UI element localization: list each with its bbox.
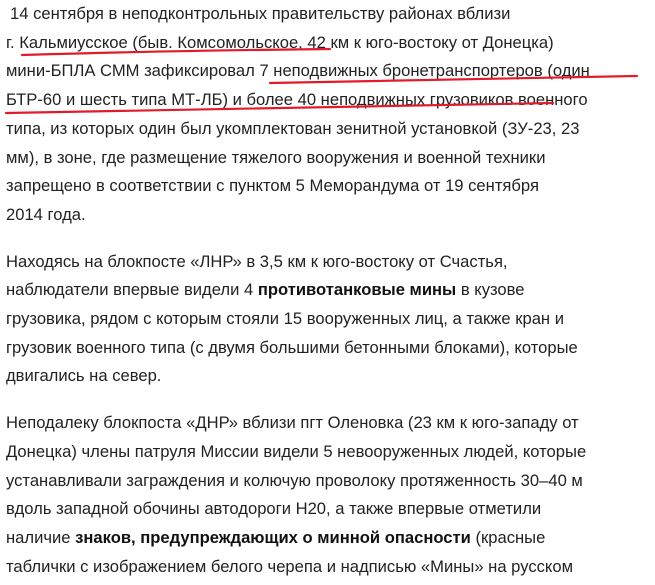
text-line: мм), в зоне, где размещение тяжелого вооружения и военной техники bbox=[6, 147, 546, 167]
text-line: таблички с изображением белого черепа и надписью «Мины» на русском bbox=[6, 556, 573, 576]
text-line: мини-БПЛА СММ зафиксировал 7 неподвижных бронетранспортеров (один bbox=[6, 61, 590, 81]
text-line bbox=[6, 524, 654, 553]
text-line: 2014 года. bbox=[6, 204, 86, 224]
paragraph-text bbox=[6, 248, 654, 392]
text-run: (красные bbox=[470, 527, 546, 547]
text-line: грузовика, рядом с которым стояли 15 вооруженных лиц, а также кран и bbox=[6, 309, 564, 329]
article-body bbox=[6, 0, 654, 581]
text-line: запрещено в соответствии с пунктом 5 Меморандума от 19 сентября bbox=[6, 176, 539, 196]
paragraph-lnr-checkpoint bbox=[6, 248, 654, 392]
text-line: 14 сентября в неподконтрольных правительству районах вблизи bbox=[10, 4, 511, 23]
emphasis-mine-warning-signs: знаков, предупреждающих о минной опасности bbox=[75, 527, 471, 547]
text-line bbox=[6, 276, 654, 305]
text-line: Неподалеку блокпоста «ДНР» вблизи пгт Оленовка (23 км к юго-западу от bbox=[6, 413, 579, 433]
text-run: наблюдатели впервые видели 4 bbox=[6, 280, 258, 300]
text-line: БТР-60 и шесть типа МТ-ЛБ) и более 40 неподвижных грузовиков военного bbox=[6, 90, 588, 110]
paragraph-text bbox=[6, 0, 654, 230]
paragraph-kalmiusskoe bbox=[6, 0, 654, 230]
text-line: грузовик военного типа (с двумя большими бетонными блоками), которые bbox=[6, 337, 578, 357]
text-run: в кузове bbox=[456, 280, 525, 300]
paragraph-dnr-checkpoint bbox=[6, 409, 654, 581]
text-line: Находясь на блокпосте «ЛНР» в 3,5 км к юго-востоку от Счастья, bbox=[6, 251, 508, 271]
emphasis-anti-tank-mines: противотанковые мины bbox=[257, 280, 457, 300]
text-line: устанавливали заграждения и колючую проволоку протяженность 30–40 м bbox=[6, 470, 583, 490]
paragraph-text bbox=[6, 409, 654, 581]
text-line: двигались на север. bbox=[6, 366, 162, 386]
text-line: вдоль западной обочины автодороги Н20, а также впервые отметили bbox=[6, 499, 542, 519]
text-line: типа, из которых один был укомплектован зенитной установкой (ЗУ-23, 23 bbox=[6, 118, 580, 138]
text-line: Донецка) члены патруля Миссии видели 5 невооруженных людей, которые bbox=[6, 441, 587, 461]
text-line: г. Кальмиусское (быв. Комсомольское, 42 км к юго-востоку от Донецка) bbox=[6, 32, 554, 52]
text-run: наличие bbox=[6, 527, 76, 547]
